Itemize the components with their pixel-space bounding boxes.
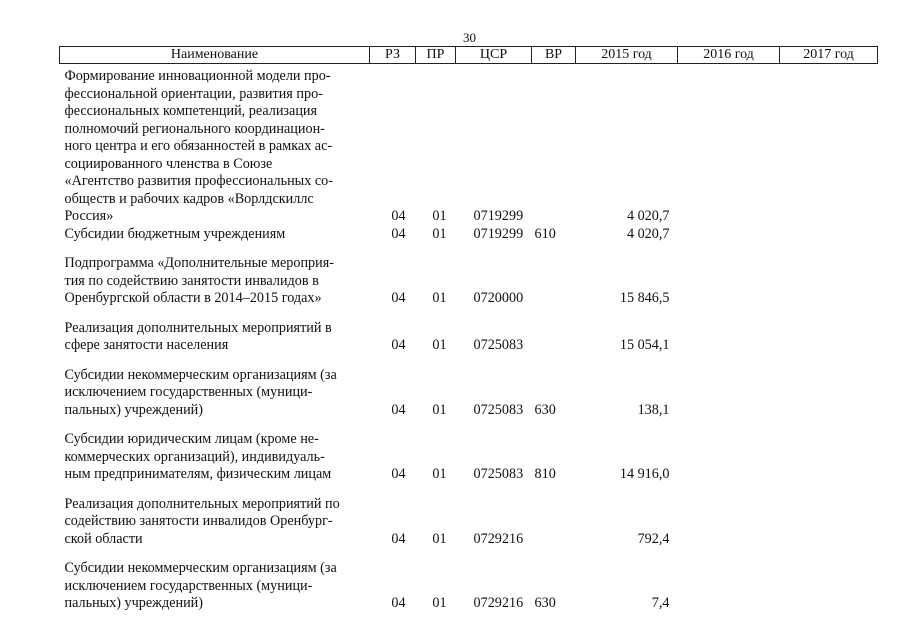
header-csr: ЦСР <box>456 47 532 64</box>
row-rz: 04 <box>391 595 406 611</box>
row-2015: 15 054,1 <box>619 337 670 353</box>
row-csr: 0729216 <box>473 595 524 611</box>
row-2016 <box>678 548 780 613</box>
table-row <box>60 355 878 420</box>
row-2016 <box>678 484 780 549</box>
header-2016: 2016 год <box>678 47 780 64</box>
row-name: Формирование инновационной модели про- фессиональной ориентации, развития про- фессиональных компетенций, реализация полномочий регионального координацион- ного центра и его обязанностей в рамках ас- социированного членства в Союзе «Агентство развития профессиональных со- обществ и рабочих кадров «Ворлдскиллс Россия» <box>64 68 333 224</box>
row-pr: 01 <box>432 401 447 418</box>
row-csr: 0725083 <box>473 337 524 353</box>
row-pr: 01 <box>432 466 447 482</box>
row-name: Субсидии некоммерческим организациям (за исключением государственных (муници- пальных) учреждений) <box>64 560 337 611</box>
row-2017 <box>780 68 878 226</box>
table-row <box>60 308 878 355</box>
row-2015: 4 020,7 <box>626 225 670 242</box>
row-csr: 0725083 <box>473 466 524 482</box>
table-row <box>60 484 878 549</box>
row-2015: 792,4 <box>637 530 670 547</box>
row-2017 <box>780 243 878 308</box>
row-csr: 0719299 <box>473 225 524 242</box>
row-2016 <box>678 243 780 308</box>
row-pr: 01 <box>432 225 447 242</box>
row-vr <box>532 484 576 549</box>
row-pr: 01 <box>432 595 447 611</box>
row-2017 <box>780 419 878 484</box>
row-pr: 01 <box>432 290 447 306</box>
row-name: Субсидии некоммерческим организациям (за исключением государственных (муници- пальных) учреждений) <box>64 366 337 418</box>
row-rz: 04 <box>391 290 406 306</box>
header-vr: ВР <box>532 47 576 64</box>
row-name: Субсидии бюджетным учреждениям <box>64 225 286 242</box>
row-csr: 0729216 <box>473 530 524 547</box>
table-row <box>60 548 878 613</box>
row-vr <box>532 308 576 355</box>
table-row <box>60 419 878 484</box>
row-vr <box>532 68 576 226</box>
header-pr: ПР <box>416 47 456 64</box>
row-2017 <box>780 484 878 549</box>
row-2015: 138,1 <box>637 401 670 418</box>
row-csr: 0725083 <box>473 401 524 418</box>
row-2017 <box>780 308 878 355</box>
header-2015: 2015 год <box>576 47 678 64</box>
row-2016 <box>678 308 780 355</box>
row-2016 <box>678 226 780 244</box>
row-rz: 04 <box>391 530 406 547</box>
row-name: Подпрограмма «Дополнительные мероприя- тия по содействию занятости инвалидов в Оренбургской области в 2014–2015 годах» <box>64 255 334 306</box>
row-2016 <box>678 355 780 420</box>
header-2017: 2017 год <box>780 47 878 64</box>
row-rz: 04 <box>391 401 406 418</box>
row-rz: 04 <box>391 225 406 242</box>
table-row <box>60 226 878 244</box>
header-name: Наименование <box>60 47 370 64</box>
row-2017 <box>780 226 878 244</box>
header-rz: РЗ <box>370 47 416 64</box>
row-pr: 01 <box>432 530 447 547</box>
row-rz: 04 <box>391 466 406 482</box>
row-vr: 610 <box>534 225 556 242</box>
row-2015: 4 020,7 <box>626 208 670 224</box>
row-vr <box>532 243 576 308</box>
row-pr: 01 <box>432 337 447 353</box>
table-row <box>60 243 878 308</box>
table-row <box>60 68 878 226</box>
table-header-row <box>60 47 878 64</box>
row-name: Субсидии юридическим лицам (кроме не- коммерческих организаций), индивидуаль- ным предпринимателям, физическим лицам <box>64 431 332 482</box>
row-rz: 04 <box>391 208 406 224</box>
row-name: Реализация дополнительных мероприятий в сфере занятости населения <box>64 319 332 353</box>
budget-table <box>59 46 878 613</box>
row-vr: 630 <box>534 595 556 611</box>
row-rz: 04 <box>391 337 406 353</box>
row-2017 <box>780 548 878 613</box>
row-2017 <box>780 355 878 420</box>
row-2016 <box>678 68 780 226</box>
row-2016 <box>678 419 780 484</box>
row-vr: 810 <box>534 466 556 482</box>
page-number: 30 <box>463 30 476 45</box>
row-pr: 01 <box>432 208 447 224</box>
row-2015: 14 916,0 <box>619 466 670 482</box>
row-name: Реализация дополнительных мероприятий по содействию занятости инвалидов Оренбург- ской области <box>64 495 340 547</box>
row-csr: 0719299 <box>473 208 524 224</box>
row-csr: 0720000 <box>473 290 524 306</box>
row-2015: 15 846,5 <box>619 290 670 306</box>
row-2015: 7,4 <box>651 595 670 611</box>
row-vr: 630 <box>534 401 556 418</box>
